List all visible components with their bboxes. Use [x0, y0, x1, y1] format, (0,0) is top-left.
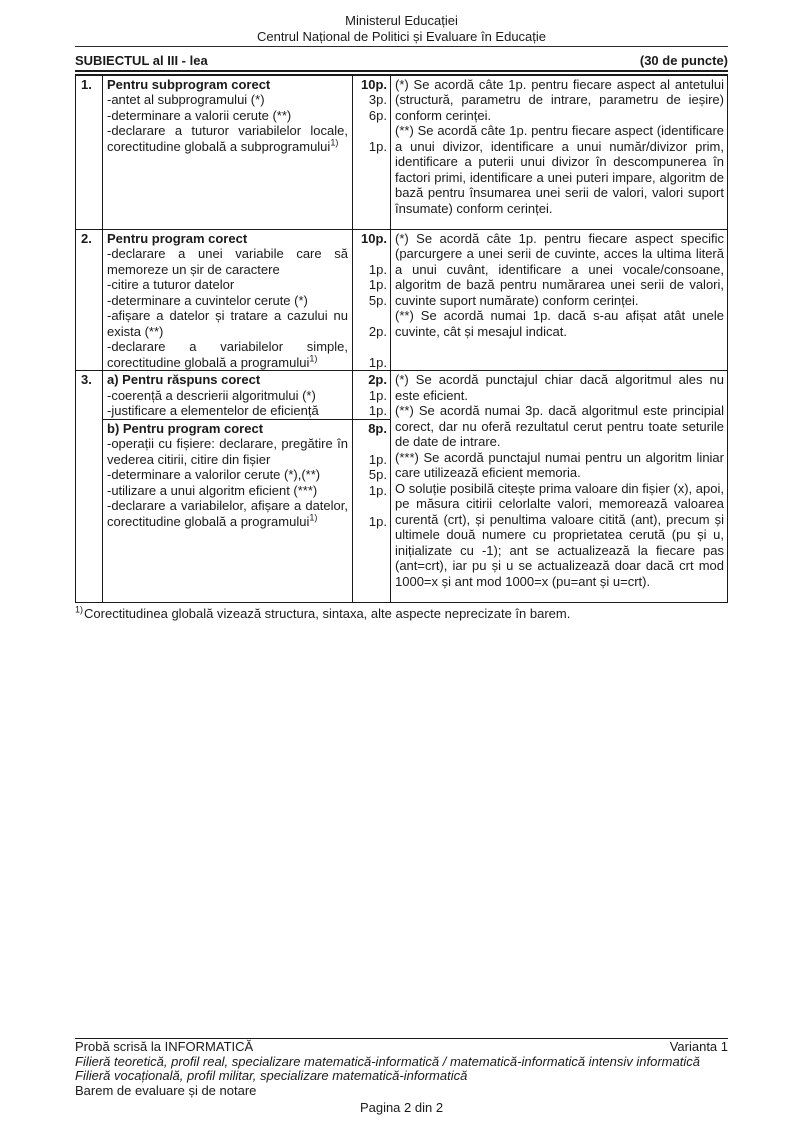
points-value: 1p. — [368, 403, 387, 418]
row-number: 2. — [76, 230, 103, 371]
points-value: 2p. — [368, 372, 387, 387]
criteria-item — [103, 108, 390, 124]
criteria-text: -determinare a valorilor cerute (*),(**) — [107, 467, 321, 482]
criteria-item — [103, 92, 390, 108]
criteria-item — [103, 436, 390, 467]
criteria-text: -operații cu fișiere: declarare, pregătire în vederea citirii, citire din fișier — [107, 436, 348, 467]
variant-label: Varianta 1 — [669, 1039, 728, 1054]
points-value: 1p. — [368, 277, 387, 292]
criteria-text: Pentru subprogram corect — [107, 76, 271, 92]
subject-points: (30 de puncte) — [639, 53, 728, 68]
note-paragraph: (**) Se acordă numai 1p. dacă s-au afișat atât unele cuvinte, cât și mesajul indicat. — [395, 308, 724, 339]
points-value: 5p. — [368, 467, 387, 482]
criteria-text: -coerență a descrierii algoritmului (*) — [107, 387, 316, 403]
criteria-item — [103, 231, 390, 247]
footnote — [75, 606, 728, 622]
criteria-cell — [103, 230, 391, 371]
page-number: Pagina 2 din 2 — [359, 1100, 444, 1115]
points-value: 8p. — [368, 420, 387, 436]
criteria-section — [103, 420, 390, 530]
content-area — [75, 13, 728, 622]
criteria-text: -declarare a tuturor variabilelor locale, corectitudine globală a subprogramului$^{1)}$ — [107, 123, 348, 154]
criteria-item — [103, 372, 390, 388]
footer-row — [75, 1040, 728, 1055]
points-value: 1p. — [368, 354, 387, 370]
criteria-text: -determinare a cuvintelor cerute (*) — [107, 292, 308, 308]
criteria-item — [103, 483, 390, 499]
footnote-text: Corectitudinea globală vizează structura, sintaxa, alte aspecte neprecizate în barem. — [84, 606, 571, 621]
criteria-item — [103, 421, 390, 437]
criteria-text: -declarare a variabilelor, afișare a datelor, corectitudine globală a programului$^{1)}$ — [107, 498, 348, 529]
footnote-marker: 1) — [75, 604, 84, 615]
criteria-item — [103, 467, 390, 483]
criteria-section — [103, 371, 390, 420]
page-footer — [75, 1038, 728, 1116]
note-paragraph: (*) Se acordă câte 1p. pentru fiecare aspect specific (parcurgere a unei serii de cuvinte, acces la ultima literă a unui cuvânt, identificare a unei vocale/consoane, algoritm de bază pentru numărarea unei serii de valori, cuvinte suport numărate) conform cerinței. — [395, 230, 724, 308]
exam-name: Probă scrisă la INFORMATICĂ — [75, 1039, 254, 1054]
points-value: 10p. — [360, 76, 387, 92]
criteria-text: -determinare a valorii cerute (**) — [107, 107, 292, 123]
points-value: 1p. — [368, 138, 387, 154]
points-value: 10p. — [360, 230, 387, 246]
criteria-text: -declarare a variabilelor simple, corectitudine globală a programului$^{1)}$ — [107, 339, 348, 370]
note-paragraph: (***) Se acordă punctajul numai pentru un algoritm liniar care utilizează eficient memoria. — [395, 449, 724, 480]
notes-cell — [391, 371, 727, 602]
row-number: 1. — [76, 76, 103, 229]
criteria-item — [103, 339, 390, 370]
note-paragraph: O soluție posibilă citește prima valoare din fișier (x), apoi, pe măsura citirii celorlalte valori, memorează valoarea curentă (crt), și penultima valoare citită (ant), precum și ultimele două numere cu proprietatea cerută (pu și u, inițializate cu -1); ant se actualizează la fiecare pas (ant=crt), iar pu și u se actualizează doar dacă crt mod 1000=x și ant mod 1000=x (pu=ant și u=crt). — [395, 480, 724, 589]
criteria-text: a) Pentru răspuns corect — [107, 372, 261, 387]
criteria-item — [103, 123, 390, 154]
criteria-item — [103, 308, 390, 339]
center-name: Centrul Național de Politici și Evaluare în Educație — [256, 28, 547, 44]
subject-header — [75, 53, 728, 72]
row-number: 3. — [76, 371, 103, 602]
note-paragraph: (*) Se acordă punctajul chiar dacă algoritmul ales nu este eficient. — [395, 372, 724, 403]
filiera-line-1: Filieră teoretică, profil real, specializare matematică-informatică / matematică-informatică intensiv informatică — [75, 1053, 700, 1069]
notes-cell — [391, 76, 727, 229]
criteria-item — [103, 388, 390, 404]
criteria-text: -afișare a datelor și tratare a cazului nu exista (**) — [107, 308, 348, 339]
points-value: 5p. — [368, 292, 387, 308]
table-row — [76, 371, 727, 602]
criteria-text: -justificare a elementelor de eficiență — [107, 403, 319, 418]
ministry-name: Ministerul Educației — [345, 13, 458, 28]
rubric-table — [75, 74, 728, 604]
points-value: 1p. — [368, 513, 387, 529]
header-divider — [75, 46, 728, 47]
criteria-text: -citire a tuturor datelor — [107, 277, 235, 292]
criteria-item — [103, 293, 390, 309]
points-value: 3p. — [368, 92, 387, 107]
points-value: 6p. — [368, 107, 387, 123]
points-value: 1p. — [368, 451, 387, 467]
points-value: 1p. — [368, 482, 387, 498]
criteria-item — [103, 277, 390, 293]
superscript: 1) — [309, 512, 318, 523]
criteria-text: Pentru program corect — [107, 230, 248, 246]
filiera-line-2: Filieră vocațională, profil militar, specializare matematică-informatică — [75, 1068, 468, 1083]
criteria-text: b) Pentru program corect — [107, 420, 264, 436]
table-row — [76, 230, 727, 372]
notes-cell — [391, 230, 727, 371]
note-paragraph: (**) Se acordă câte 1p. pentru fiecare aspect (identificare a unui divizor, identificare a unui număr/divizor prim, identificare a puterii unui divizor în descompunerea în factori primi, identificare a unei puteri impare, algoritm de bază pentru însumarea unei serii de valori, valori suport însumate) conform cerinței. — [395, 123, 724, 216]
superscript: 1) — [330, 137, 339, 148]
document-header — [75, 13, 728, 47]
note-paragraph: (*) Se acordă câte 1p. pentru fiecare aspect al antetului (structură, parametru de intrare, parametru de ieșire) conform cerinței. — [395, 76, 724, 123]
criteria-text: -declarare a unei variabile care să memoreze un șir de caractere — [107, 246, 348, 277]
criteria-item — [103, 403, 390, 419]
criteria-section — [103, 76, 390, 155]
note-paragraph: (**) Se acordă numai 3p. dacă algoritmul este principial corect, dar nu oferă rezultatul cerut pentru toate seturile de date de intrare. — [395, 403, 724, 449]
points-value: 1p. — [368, 261, 387, 277]
criteria-text: -utilizare a unui algoritm eficient (***) — [107, 482, 318, 498]
criteria-cell — [103, 76, 391, 229]
subject-title: SUBIECTUL al III - lea — [75, 53, 208, 68]
barem-label: Barem de evaluare și de notare — [75, 1082, 257, 1098]
criteria-section — [103, 230, 390, 371]
table-row — [76, 76, 727, 230]
criteria-text: -antet al subprogramului (*) — [107, 92, 265, 107]
superscript: 1) — [309, 353, 318, 364]
points-value: 1p. — [368, 387, 387, 403]
criteria-cell — [103, 371, 391, 602]
points-value: 2p. — [368, 323, 387, 339]
criteria-item — [103, 246, 390, 277]
criteria-item — [103, 498, 390, 529]
criteria-item — [103, 77, 390, 93]
